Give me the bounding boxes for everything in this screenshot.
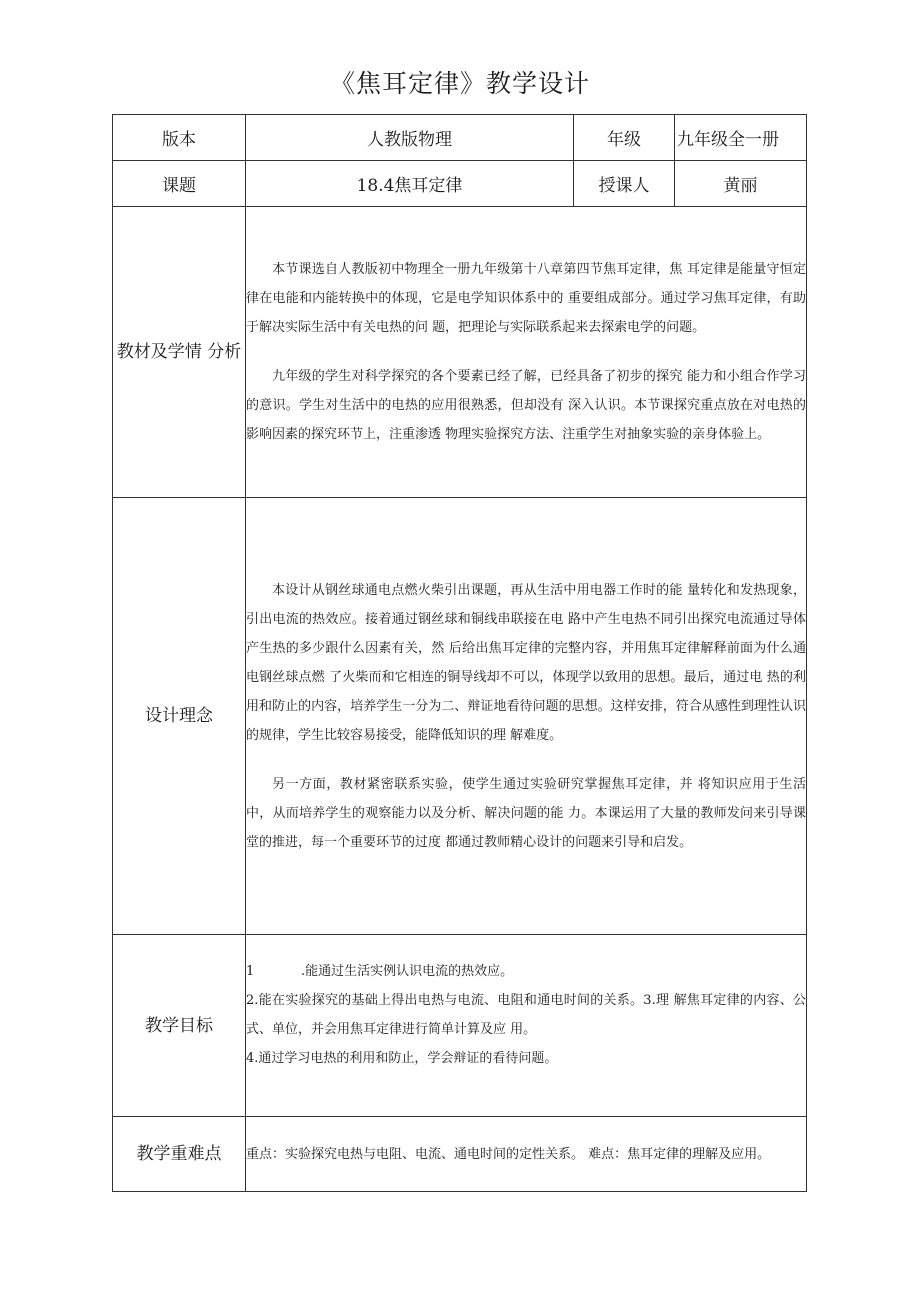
goal-item: 2.能在实验探究的基础上得出电热与电流、电阻和通电时间的关系。3.理 解焦耳定律的内容、公式、单位，并会用焦耳定律进行简单计算及应 用。 — [246, 993, 806, 1037]
topic-row — [113, 161, 807, 207]
topic-label: 课题 — [113, 161, 246, 207]
concept-label: 设计理念 — [113, 498, 246, 935]
goals-content — [246, 935, 807, 1117]
goal-text: .能通过生活实例认识电流的热效应。 — [301, 964, 514, 979]
analysis-paragraph: 本节课选自人教版初中物理全一册九年级第十八章第四节焦耳定律，焦 耳定律是能量守恒定律在电能和内能转换中的体现，它是电学知识体系中的 重要组成部分。通过学习焦耳定律，有助于解决实际生活中有关电热的问 题，把理论与实际联系起来去探索电学的问题。 — [246, 262, 806, 335]
key-points-label: 教学重难点 — [113, 1117, 246, 1192]
analysis-paragraph: 九年级的学生对科学探究的各个要素已经了解，已经具备了初步的探究 能力和小组合作学习的意识。学生对生活中的电热的应用很熟悉，但却没有 深入认识。本节课探究重点放在对电热的影响因素的探究环节上，注重渗透 物理实验探究方法、注重学生对抽象实验的亲身体验上。 — [246, 369, 806, 442]
edition-value: 人教版物理 — [246, 115, 574, 161]
analysis-label: 教材及学情 分析 — [113, 207, 246, 498]
edition-label: 版本 — [113, 115, 246, 161]
concept-row — [113, 498, 807, 935]
topic-value: 18.4焦耳定律 — [246, 161, 574, 207]
grade-value: 九年级全一册 — [675, 115, 807, 161]
goal-number: 1 — [246, 964, 255, 979]
teacher-value: 黄丽 — [675, 161, 807, 207]
key-points-row — [113, 1117, 807, 1192]
key-points-content: 重点：实验探究电热与电阻、电流、通电时间的定性关系。 难点：焦耳定律的理解及应用。 — [246, 1117, 807, 1192]
goal-item — [246, 957, 806, 986]
concept-paragraph: 本设计从钢丝球通电点燃火柴引出课题，再从生活中用电器工作时的能 量转化和发热现象，引出电流的热效应。接着通过钢丝球和铜线串联接在电 路中产生电热不同引出探究电流通过导体产生热的多少跟什么因素有关，然 后给出焦耳定律的完整内容，并用焦耳定律解释前面为什么通电钢丝球点燃 了火柴而和它相连的铜导线却不可以，体现学以致用的思想。最后，通过电 热的利用和防止的内容，培养学生一分为二、辩证地看待问题的思想。这样安排，符合从感性到理性认识的规律，学生比较容易接受，能降低知识的理 解难度。 — [246, 582, 806, 743]
grade-label: 年级 — [574, 115, 675, 161]
concept-content — [246, 498, 807, 935]
concept-paragraph: 另一方面，教材紧密联系实验，使学生通过实验研究掌握焦耳定律，并 将知识应用于生活中，从而培养学生的观察能力以及分析、解决问题的能 力。本课运用了大量的教师发问来引导课堂的推进，每一个重要环节的过度 都通过教师精心设计的问题来引导和启发。 — [246, 776, 806, 850]
teacher-label: 授课人 — [574, 161, 675, 207]
goals-label: 教学目标 — [113, 935, 246, 1117]
goal-item: 4.通过学习电热的利用和防止，学会辩证的看待问题。 — [246, 1051, 558, 1066]
analysis-row — [113, 207, 807, 498]
document-title: 《焦耳定律》教学设计 — [329, 69, 590, 98]
lesson-plan-table — [112, 114, 807, 1192]
goals-row — [113, 935, 807, 1117]
analysis-content — [246, 207, 807, 498]
edition-row — [113, 115, 807, 161]
